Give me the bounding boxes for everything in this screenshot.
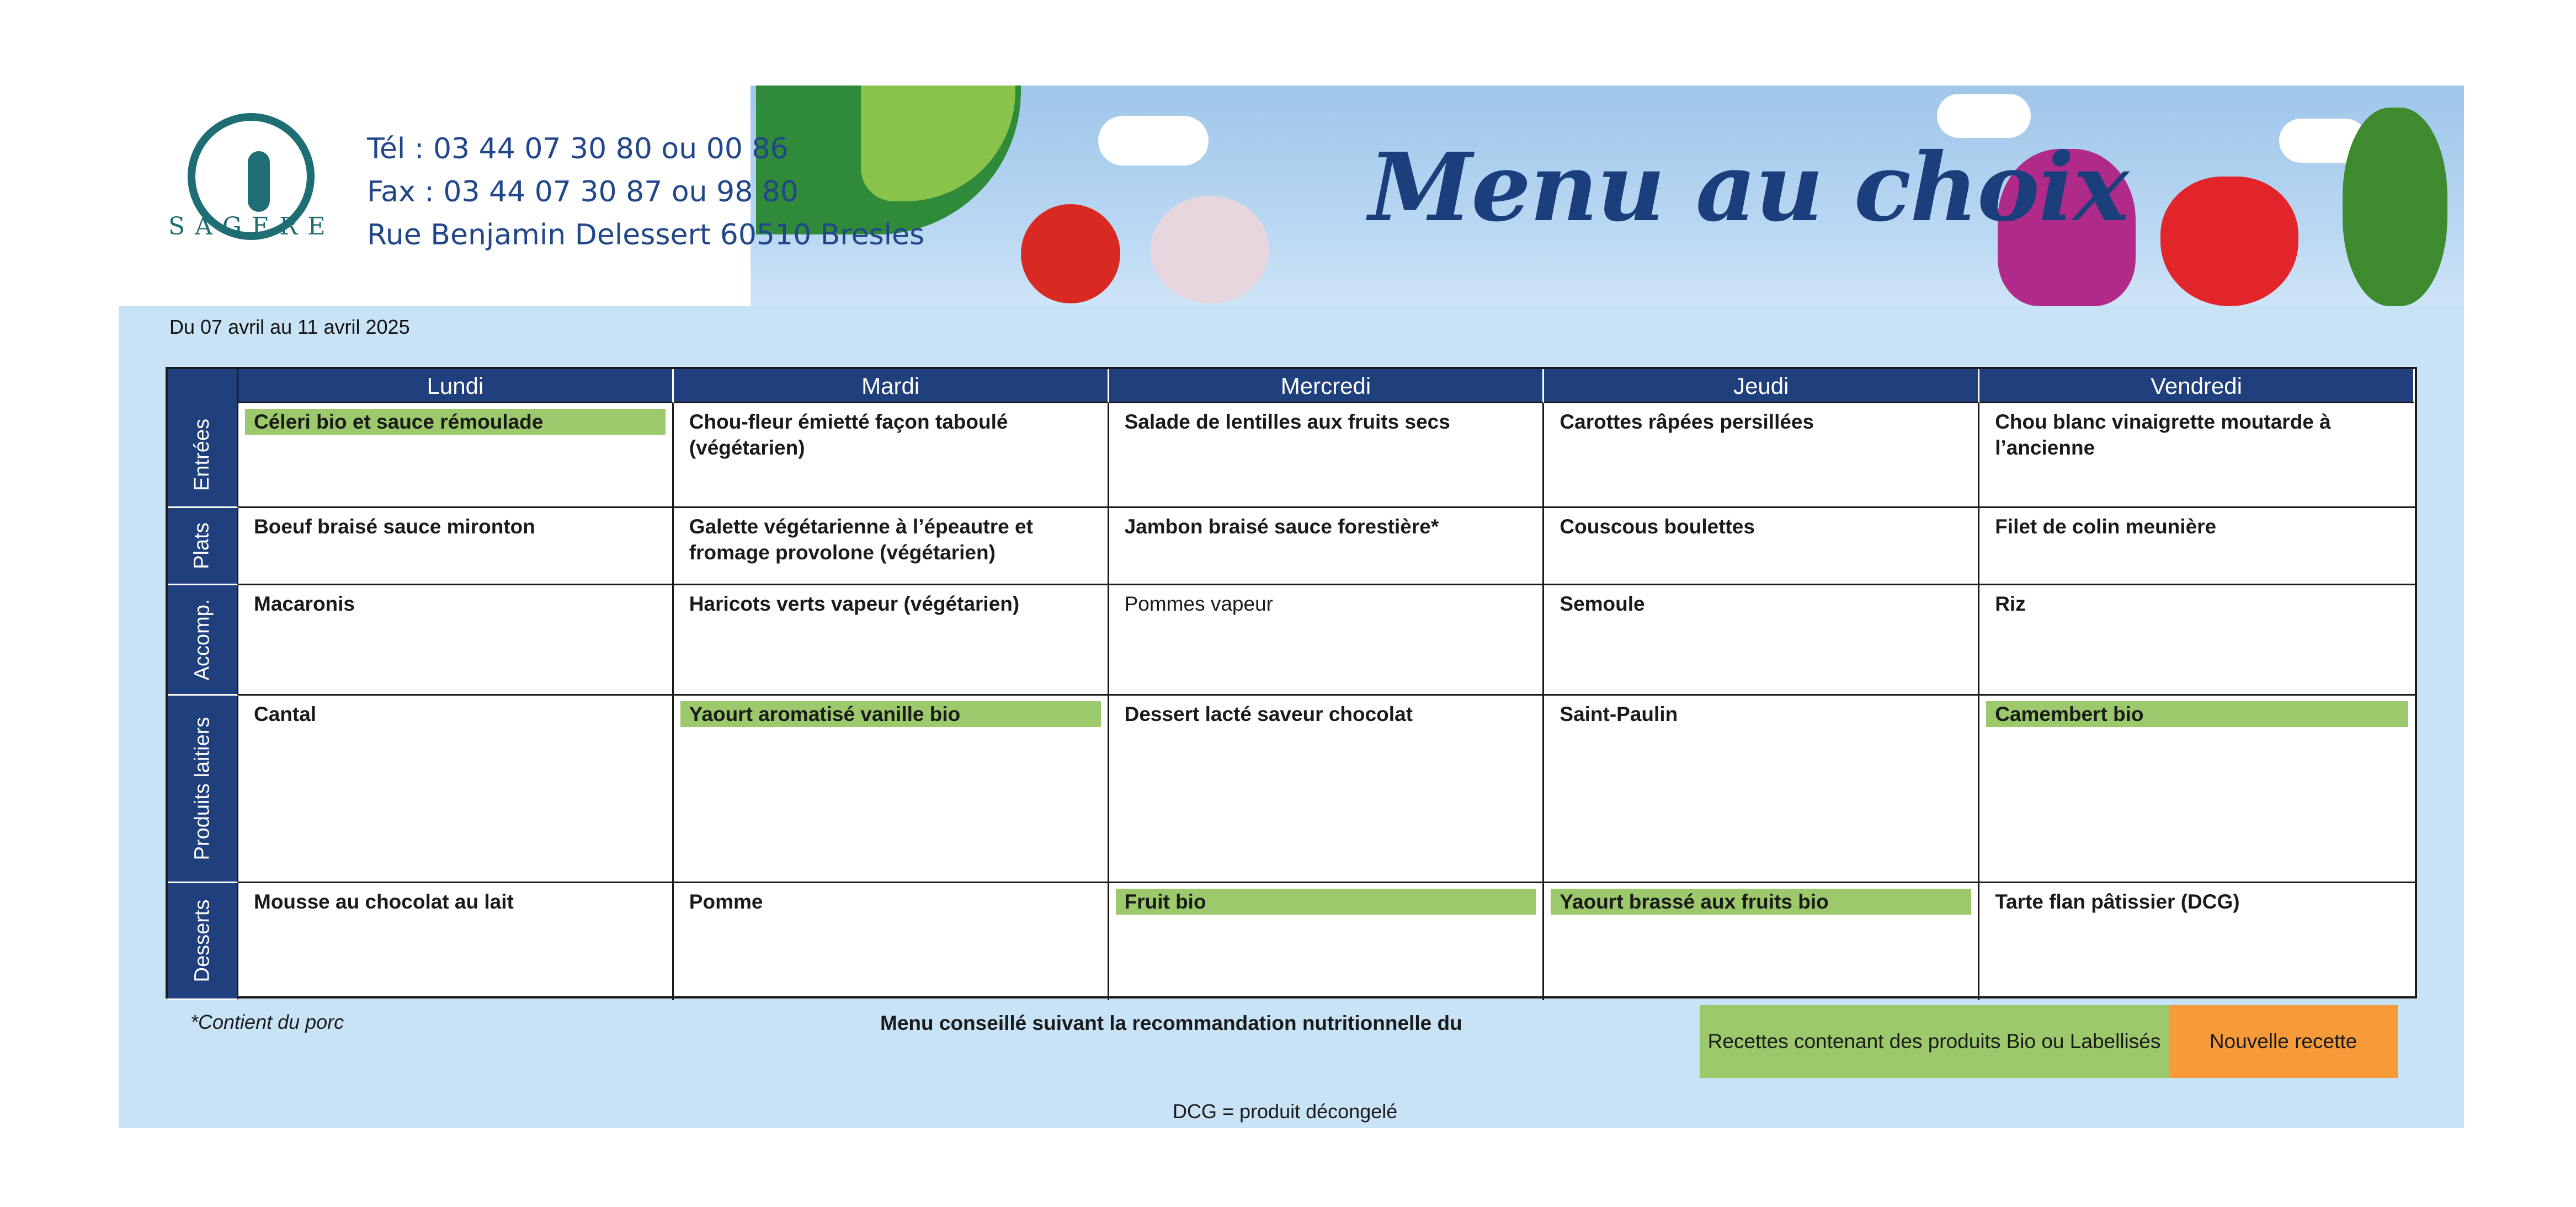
menu-cell [1109,585,1545,696]
menu-cell [1109,883,1545,1000]
dish-name: Salade de lentilles aux fruits secs [1124,410,1450,433]
dish-name-bio: Céleri bio et sauce rémoulade [245,409,666,435]
menu-cell [238,585,674,696]
menu-cell [1109,403,1545,508]
menu-cell [238,508,674,585]
address: Rue Benjamin Delessert 60510 Bresles [367,218,925,252]
dish-name: Macaronis [254,592,355,615]
logo-text: SAGERE [168,212,336,241]
dish-name: Chou-fleur émietté façon taboulé (végétarien) [689,410,1008,459]
menu-cell [238,883,674,1000]
day-header: Vendredi [1979,369,2415,403]
menu-cell [1544,585,1979,696]
menu-cell [1979,883,2415,1000]
fax-number: Fax : 03 44 07 30 87 ou 98 80 [367,175,799,209]
course-label: Desserts [190,899,214,982]
menu-cell [1979,508,2415,585]
menu-cell [1979,585,2415,696]
dish-name-bio: Camembert bio [1986,701,2408,727]
dish-name: Pommes vapeur [1124,592,1273,615]
legend-bio [1700,1005,2169,1078]
dish-name: Semoule [1560,592,1645,615]
menu-cell [1544,696,1979,883]
radish-illustration [1021,204,1120,303]
day-header: Lundi [238,369,674,403]
menu-cell [1109,696,1545,883]
table-corner [168,369,238,403]
dish-name: Mousse au chocolat au lait [254,890,514,913]
logo-emblem [248,151,270,212]
cloud-illustration [1937,94,2031,138]
legend-new-recipe [2169,1005,2398,1078]
dish-name: Pomme [689,890,763,913]
menu-cell [238,403,674,508]
menu-cell [238,696,674,883]
course-label: Entrées [190,419,214,491]
date-range: Du 07 avril au 11 avril 2025 [169,316,410,338]
day-header: Mercredi [1109,369,1545,403]
course-header [168,696,238,883]
course-header [168,403,238,508]
phone-number: Tél : 03 44 07 30 80 ou 00 86 [367,132,789,165]
dish-name: Jambon braisé sauce forestière* [1124,515,1439,538]
dish-name: Filet de colin meunière [1995,515,2217,538]
dish-name: Saint-Paulin [1560,703,1678,725]
strawberry-illustration [2160,177,2298,306]
dish-name: Boeuf braisé sauce mironton [254,515,535,538]
course-header [168,585,238,696]
menu-cell [674,585,1109,696]
cucumber-illustration [2343,108,2447,306]
nutrition-recommendation: Menu conseillé suivant la recommandation nutritionnelle du [880,1012,1462,1034]
course-label: Plats [190,522,214,569]
course-label: Produits laitiers [190,717,214,861]
dish-name: Dessert lacté saveur chocolat [1124,703,1413,725]
course-label: Accomp. [190,599,214,681]
legend-new-label: Nouvelle recette [2209,1030,2357,1053]
menu-cell [674,403,1109,508]
menu-cell [674,696,1109,883]
dish-name: Cantal [254,703,317,725]
onion-illustration [1151,196,1269,303]
legend-bio-label: Recettes contenant des produits Bio ou Labellisés [1707,1030,2161,1053]
course-header [168,508,238,585]
menu-cell [1109,508,1545,585]
menu-title: Menu au choix [1369,132,2128,243]
menu-cell [1544,508,1979,585]
dish-name-bio: Yaourt brassé aux fruits bio [1551,889,1971,915]
dish-name: Chou blanc vinaigrette moutarde à l’ancienne [1995,410,2331,459]
menu-cell [1979,403,2415,508]
menu-table [166,367,2417,998]
menu-cell [674,883,1109,1000]
dish-name: Haricots verts vapeur (végétarien) [689,592,1020,615]
menu-cell [1979,696,2415,883]
dish-name-bio: Fruit bio [1116,889,1536,915]
day-header: Mardi [674,369,1109,403]
menu-cell [1544,883,1979,1000]
dish-name: Riz [1995,592,2026,615]
dish-name: Carottes râpées persillées [1560,410,1814,433]
dish-name: Tarte flan pâtissier (DCG) [1995,890,2240,913]
cloud-illustration [1098,116,1209,165]
dish-name: Galette végétarienne à l’épeautre et fromage provolone (végétarien) [689,515,1033,564]
menu-cell [674,508,1109,585]
menu-cell [1544,403,1979,508]
dish-name-bio: Yaourt aromatisé vanille bio [680,701,1101,727]
pork-note: *Contient du porc [190,1011,344,1033]
dish-name: Couscous boulettes [1560,515,1755,538]
day-header: Jeudi [1544,369,1979,403]
dcg-note: DCG = produit décongelé [1173,1100,1398,1123]
course-header [168,883,238,1000]
